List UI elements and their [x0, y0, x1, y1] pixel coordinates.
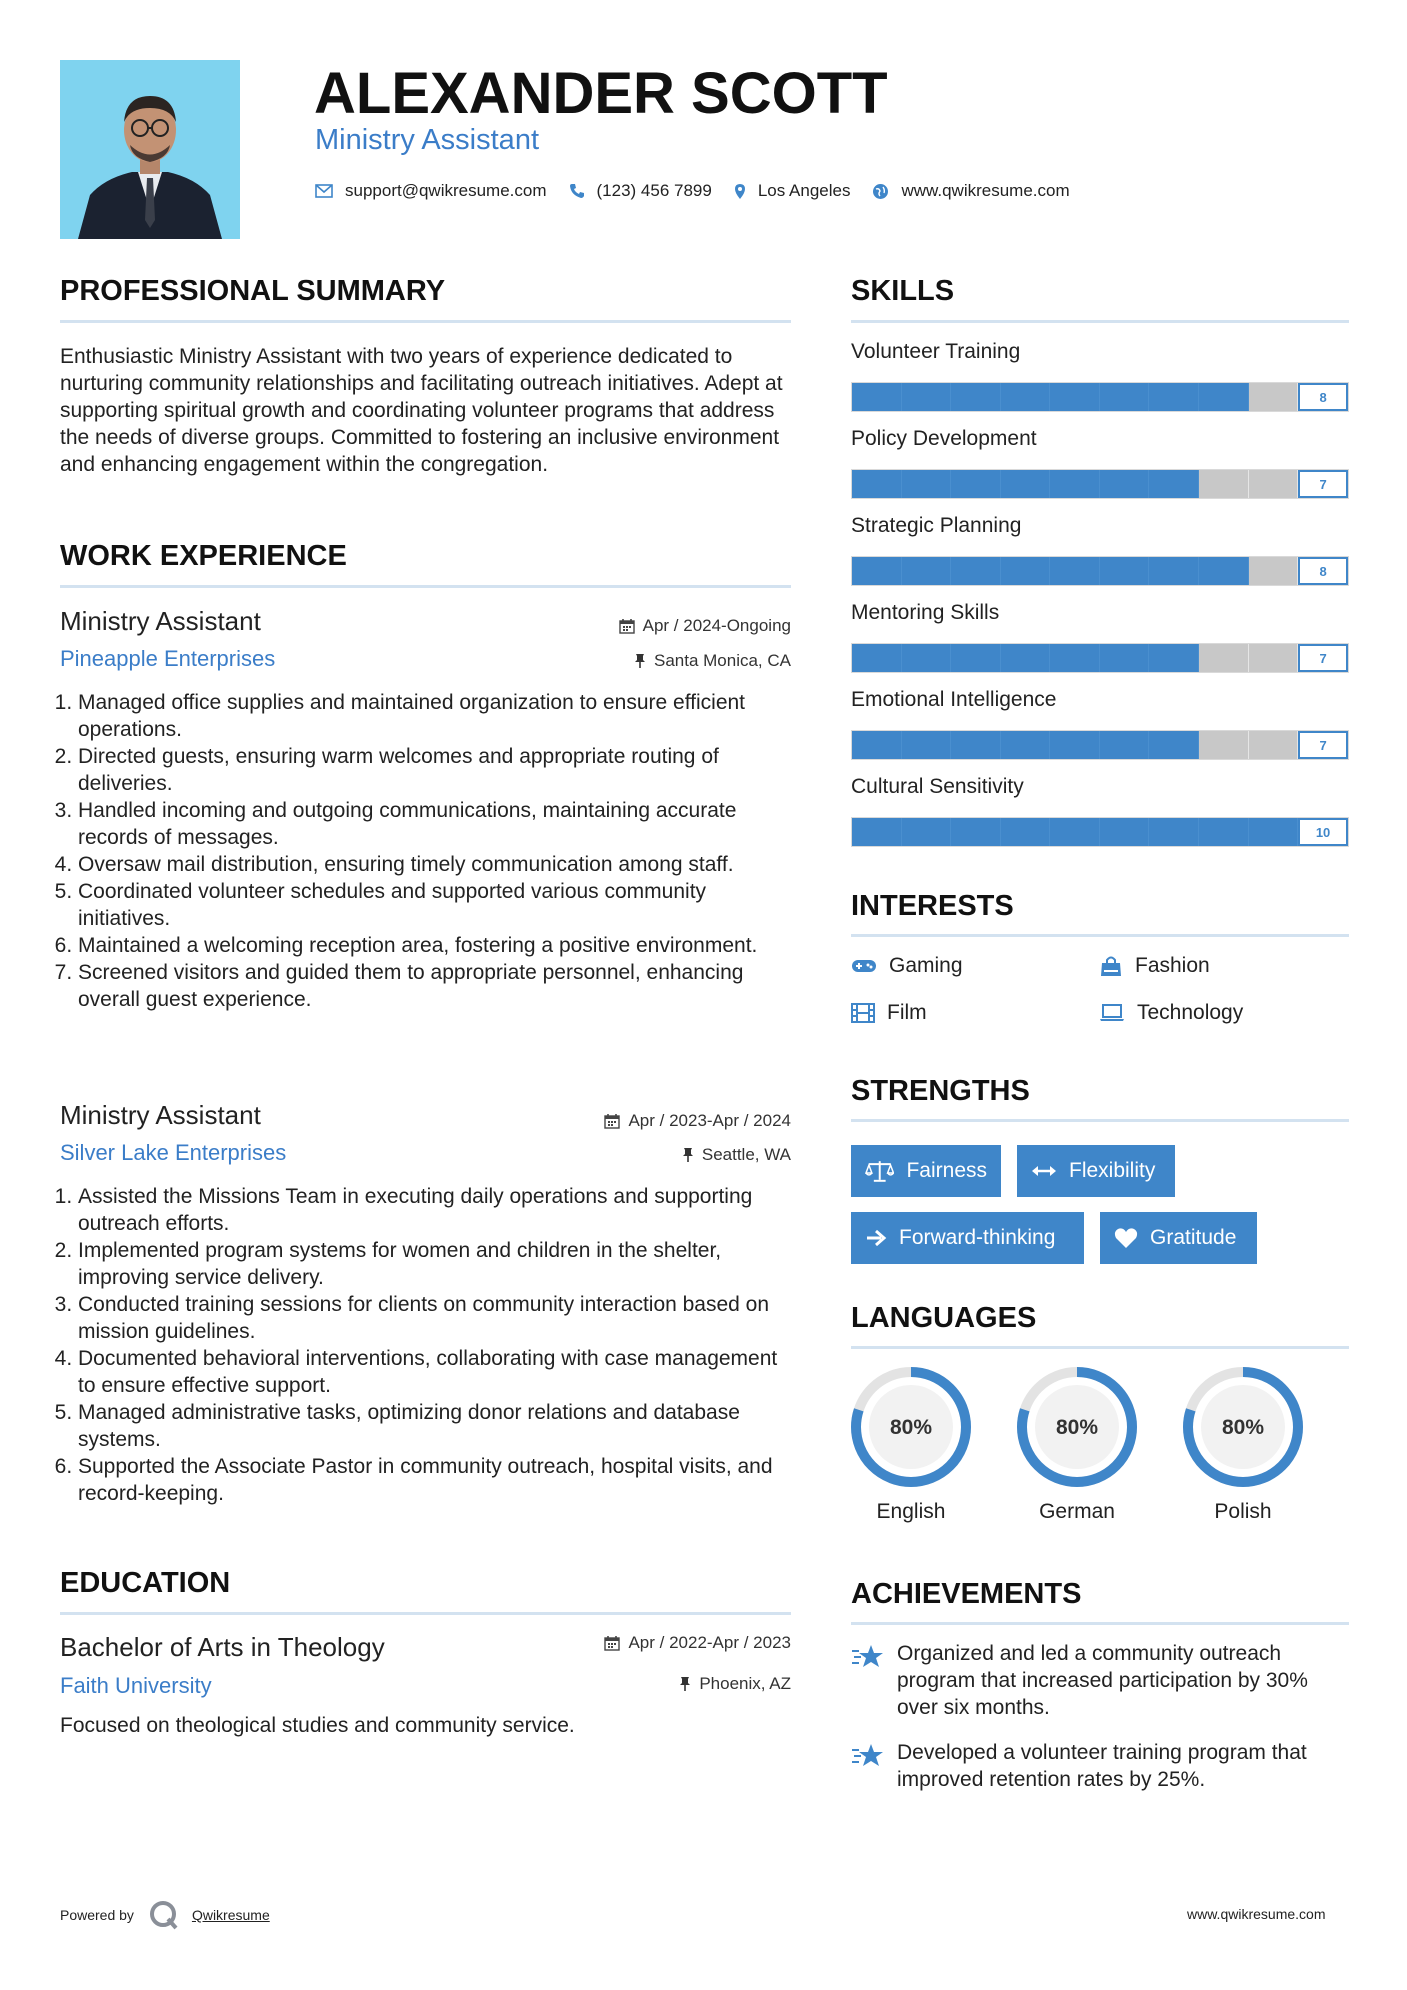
- laptop-icon: [1099, 1004, 1125, 1022]
- education-location-text: Phoenix, AZ: [699, 1674, 791, 1693]
- strength-flexibility: [1017, 1145, 1175, 1197]
- skill-bar-segment: [1149, 644, 1199, 672]
- skill-bar-segment: [1249, 383, 1299, 411]
- skill-bar-segment: [1199, 818, 1249, 846]
- arrows-horizontal-icon: [1031, 1164, 1057, 1178]
- skill-bar: [851, 730, 1349, 760]
- achievement-text: Developed a volunteer training program that improved retention rates by 25%.: [897, 1741, 1307, 1791]
- contact-phone[interactable]: [569, 181, 712, 201]
- skill-bar-segment: [1050, 383, 1100, 411]
- achievements-divider: [851, 1622, 1349, 1625]
- strength-gratitude: [1100, 1212, 1257, 1264]
- skill-bar-segment: [852, 470, 902, 498]
- skill-bar-segment: [852, 731, 902, 759]
- strength-label: Fairness: [906, 1159, 987, 1182]
- skill-bar-segment: [951, 383, 1001, 411]
- job-bullets: [60, 1183, 791, 1507]
- skill-bar-segment: [1199, 470, 1249, 498]
- contact-website[interactable]: [872, 181, 1069, 201]
- website-text: www.qwikresume.com: [901, 181, 1070, 200]
- qwikresume-logo-icon: [148, 1900, 180, 1930]
- experience-heading: WORK EXPERIENCE: [60, 540, 347, 572]
- film-icon: [851, 1003, 875, 1023]
- person-portrait-icon: [60, 60, 240, 239]
- interests-heading: INTERESTS: [851, 890, 1014, 922]
- skill-bar-segment: [951, 557, 1001, 585]
- school-name: Faith University: [60, 1673, 212, 1698]
- skill-bar-segment: [1050, 818, 1100, 846]
- education-heading: EDUCATION: [60, 1567, 231, 1599]
- skill-bar-segment: [1001, 557, 1051, 585]
- skill-bar-segment: [852, 644, 902, 672]
- skill-bar-segment: [1001, 731, 1051, 759]
- language-name: English: [876, 1500, 946, 1523]
- job-dates-text: Apr / 2023-Apr / 2024: [628, 1111, 791, 1130]
- gamepad-icon: [851, 958, 877, 974]
- skill-bar-segment: [902, 557, 952, 585]
- language-item: [848, 1364, 974, 1523]
- bullet-item: 4. Oversaw mail distribution, ensuring timely communication among staff.: [78, 851, 791, 878]
- achievement-item: [851, 1640, 1349, 1721]
- skill-bar-segment: [1050, 470, 1100, 498]
- education-description: Focused on theological studies and community service.: [60, 1714, 575, 1737]
- skill-name: Volunteer Training: [851, 340, 1021, 363]
- language-name: Polish: [1214, 1500, 1272, 1523]
- bullet-item: 2. Directed guests, ensuring warm welcomes and appropriate routing of deliveries.: [78, 743, 791, 797]
- bullet-item: 1. Managed office supplies and maintained organization to ensure efficient operations.: [78, 689, 791, 743]
- skill-level-badge: 7: [1298, 731, 1348, 759]
- skill-bar-segment: [1249, 731, 1299, 759]
- pushpin-icon: [679, 1676, 691, 1692]
- skill-bar-segment: [1199, 383, 1249, 411]
- language-item: [1180, 1364, 1306, 1523]
- globe-icon: [872, 183, 889, 200]
- skill-name: Strategic Planning: [851, 514, 1022, 537]
- location-text: Los Angeles: [757, 181, 851, 200]
- skill-bar-segment: [1149, 557, 1199, 585]
- skill-bar-segment: [1001, 383, 1051, 411]
- skill-level-badge: 8: [1298, 557, 1348, 585]
- skill-bar-segment: [1100, 818, 1150, 846]
- bullet-item: 5. Managed administrative tasks, optimizing donor relations and database systems.: [78, 1399, 791, 1453]
- skill-bar-segment: [1249, 557, 1299, 585]
- skill-bar-segment: [1199, 644, 1249, 672]
- skill-bar-segment: [902, 383, 952, 411]
- bullet-item: 2. Implemented program systems for women and children in the shelter, improving service delivery.: [78, 1237, 791, 1291]
- summary-divider: [60, 320, 791, 323]
- skill-bar-segment: [1149, 383, 1199, 411]
- achievement-text: Organized and led a community outreach program that increased participation by 30% over six months.: [897, 1642, 1308, 1719]
- candidate-title: Ministry Assistant: [315, 124, 539, 156]
- skill-bar-segment: [852, 818, 902, 846]
- skill-bar-segment: [1100, 470, 1150, 498]
- arrow-right-icon: [865, 1228, 887, 1248]
- education-location: [491, 1674, 791, 1694]
- job-location: [491, 1145, 791, 1165]
- language-ring: [848, 1364, 974, 1490]
- interest-label: Technology: [1137, 1001, 1244, 1024]
- pushpin-icon: [682, 1147, 694, 1163]
- skill-bar: [851, 556, 1349, 586]
- interest-film: [851, 1001, 927, 1025]
- brand-link[interactable]: Qwikresume: [191, 1907, 270, 1923]
- skill-bar-segment: [852, 383, 902, 411]
- strengths-heading: STRENGTHS: [851, 1075, 1030, 1107]
- skill-bar: [851, 643, 1349, 673]
- contact-location: [734, 181, 851, 201]
- skill-level-badge: 10: [1298, 818, 1348, 846]
- pushpin-icon: [634, 653, 646, 669]
- job-dates-text: Apr / 2024-Ongoing: [642, 616, 791, 635]
- envelope-icon: [315, 184, 333, 198]
- phone-text: (123) 456 7899: [596, 181, 712, 200]
- interest-technology: [1099, 1001, 1243, 1025]
- footer-site[interactable]: www.qwikresume.com: [1187, 1906, 1326, 1922]
- summary-heading: PROFESSIONAL SUMMARY: [60, 275, 446, 307]
- skill-bar-segment: [1149, 818, 1199, 846]
- skills-divider: [851, 320, 1349, 323]
- interest-label: Fashion: [1135, 954, 1210, 977]
- skill-bar-segment: [1100, 731, 1150, 759]
- skill-bar-segment: [1149, 470, 1199, 498]
- job-dates: [491, 1111, 791, 1131]
- footer-powered-by: [60, 1900, 270, 1930]
- map-pin-icon: [734, 183, 746, 200]
- job-location-text: Santa Monica, CA: [653, 651, 791, 670]
- phone-icon: [569, 183, 585, 199]
- skill-bar-segment: [951, 731, 1001, 759]
- job-bullets: [60, 689, 791, 1013]
- summary-text: Enthusiastic Ministry Assistant with two years of experience dedicated to nurturing community relationships and facilitating outreach initiatives. Adept at supporting spiritual growth and coordinating volunteer programs that address the needs of diverse groups. Committed to fostering an inclusive environment and enhancing engagement within the congregation.: [60, 345, 783, 476]
- skill-bar-segment: [852, 557, 902, 585]
- strength-label: Forward-thinking: [899, 1226, 1056, 1249]
- skill-bar-segment: [1100, 383, 1150, 411]
- skill-name: Mentoring Skills: [851, 601, 1000, 624]
- skill-level-badge: 7: [1298, 470, 1348, 498]
- email-text: support@qwikresume.com: [345, 181, 547, 200]
- heart-icon: [1114, 1227, 1138, 1249]
- bullet-item: 1. Assisted the Missions Team in executing daily operations and supporting outreach efforts.: [78, 1183, 791, 1237]
- experience-divider: [60, 585, 791, 588]
- skill-bar-segment: [902, 818, 952, 846]
- skills-heading: SKILLS: [851, 275, 955, 307]
- interests-divider: [851, 934, 1349, 937]
- skill-bar-segment: [902, 644, 952, 672]
- achievement-item: [851, 1739, 1349, 1793]
- job-title: Ministry Assistant: [60, 606, 261, 636]
- languages-heading: LANGUAGES: [851, 1302, 1037, 1334]
- language-ring: [1014, 1364, 1140, 1490]
- skill-bar-segment: [951, 470, 1001, 498]
- bullet-item: 6. Supported the Associate Pastor in community outreach, hospital visits, and record-keeping.: [78, 1453, 791, 1507]
- languages-divider: [851, 1346, 1349, 1349]
- job-location: [491, 651, 791, 671]
- calendar-icon: [604, 1635, 620, 1651]
- skill-bar-segment: [1050, 731, 1100, 759]
- candidate-name: ALEXANDER SCOTT: [314, 61, 888, 126]
- star-shooting-icon: [851, 1642, 885, 1670]
- bullet-item: 5. Coordinated volunteer schedules and supported various community initiatives.: [78, 878, 791, 932]
- skill-name: Cultural Sensitivity: [851, 775, 1024, 798]
- profile-photo: [60, 60, 240, 239]
- language-item: [1014, 1364, 1140, 1523]
- job-title: Ministry Assistant: [60, 1100, 261, 1130]
- education-dates-text: Apr / 2022-Apr / 2023: [628, 1633, 791, 1652]
- education-dates: [491, 1633, 791, 1653]
- skill-name: Emotional Intelligence: [851, 688, 1057, 711]
- strength-fairness: [851, 1145, 1001, 1197]
- skill-bar-segment: [1050, 557, 1100, 585]
- calendar-icon: [619, 618, 635, 634]
- skill-bar-segment: [951, 818, 1001, 846]
- skill-bar-segment: [1199, 731, 1249, 759]
- skill-bar-segment: [1100, 557, 1150, 585]
- language-ring: [1180, 1364, 1306, 1490]
- powered-by-label: Powered by: [60, 1907, 134, 1923]
- contact-email[interactable]: [315, 181, 547, 201]
- skill-bar-segment: [1249, 470, 1299, 498]
- shopping-bag-icon: [1099, 955, 1123, 977]
- bullet-item: 3. Handled incoming and outgoing communications, maintaining accurate records of messages.: [78, 797, 791, 851]
- strengths-divider: [851, 1119, 1349, 1122]
- skill-bar-segment: [1001, 818, 1051, 846]
- strength-label: Flexibility: [1069, 1159, 1156, 1182]
- skill-level-badge: 7: [1298, 644, 1348, 672]
- skill-bar-segment: [1199, 557, 1249, 585]
- star-shooting-icon: [851, 1741, 885, 1769]
- skill-bar: [851, 817, 1349, 847]
- skill-bar-segment: [902, 731, 952, 759]
- skill-bar-segment: [1050, 644, 1100, 672]
- interest-gaming: [851, 954, 963, 978]
- language-name: German: [1039, 1500, 1115, 1523]
- strength-forward-thinking: [851, 1212, 1084, 1264]
- job-location-text: Seattle, WA: [701, 1145, 791, 1164]
- calendar-icon: [604, 1113, 620, 1129]
- language-percent: 80%: [1221, 1416, 1265, 1439]
- skill-bar-segment: [1001, 470, 1051, 498]
- degree-title: Bachelor of Arts in Theology: [60, 1632, 385, 1662]
- skill-bar-segment: [1001, 644, 1051, 672]
- job-company: Silver Lake Enterprises: [60, 1140, 287, 1165]
- bullet-item: 3. Conducted training sessions for clients on community interaction based on mission guidelines.: [78, 1291, 791, 1345]
- skill-name: Policy Development: [851, 427, 1037, 450]
- skill-bar-segment: [1100, 644, 1150, 672]
- skill-bar-segment: [951, 644, 1001, 672]
- job-company: Pineapple Enterprises: [60, 646, 276, 671]
- strength-label: Gratitude: [1150, 1226, 1237, 1249]
- interest-label: Gaming: [889, 954, 963, 977]
- bullet-item: 7. Screened visitors and guided them to appropriate personnel, enhancing overall guest experience.: [78, 959, 791, 1013]
- achievements-heading: ACHIEVEMENTS: [851, 1578, 1082, 1610]
- balance-scale-icon: [865, 1159, 894, 1183]
- bullet-item: 4. Documented behavioral interventions, collaborating with case management to ensure effective support.: [78, 1345, 791, 1399]
- interest-fashion: [1099, 954, 1210, 978]
- skill-level-badge: 8: [1298, 383, 1348, 411]
- skill-bar: [851, 469, 1349, 499]
- skill-bar-segment: [1249, 644, 1299, 672]
- interest-label: Film: [887, 1001, 927, 1024]
- education-divider: [60, 1612, 791, 1615]
- skill-bar-segment: [902, 470, 952, 498]
- contact-bar: [315, 178, 1092, 204]
- bullet-item: 6. Maintained a welcoming reception area, fostering a positive environment.: [78, 932, 791, 959]
- skill-bar-segment: [1249, 818, 1299, 846]
- language-percent: 80%: [1055, 1416, 1099, 1439]
- skill-bar: [851, 382, 1349, 412]
- job-dates: [491, 616, 791, 636]
- language-percent: 80%: [889, 1416, 933, 1439]
- skill-bar-segment: [1149, 731, 1199, 759]
